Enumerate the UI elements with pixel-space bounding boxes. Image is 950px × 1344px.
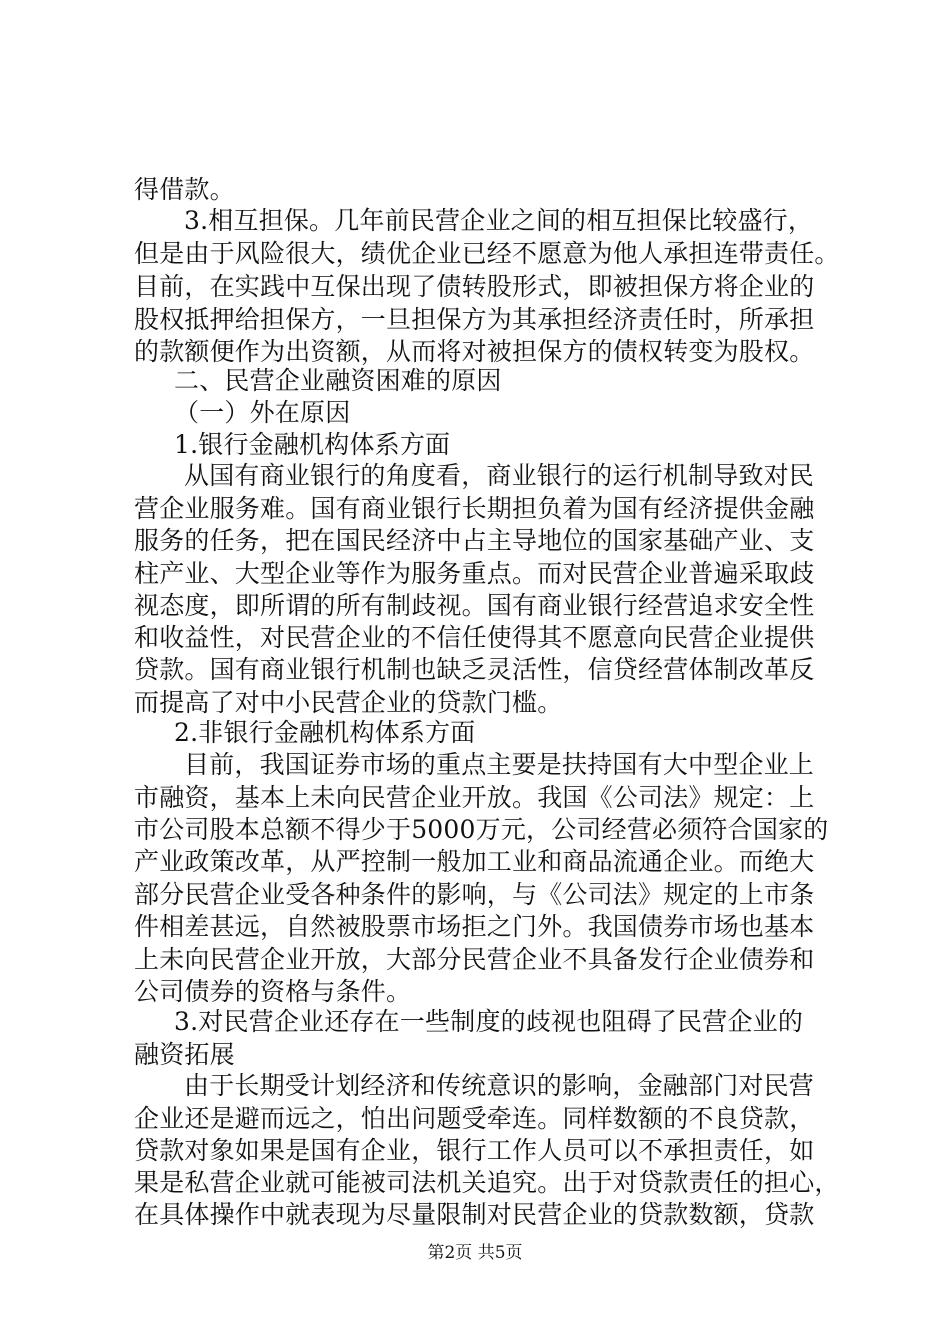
subsection-heading: 1.银行金融机构体系方面 [174, 430, 451, 459]
text-line: 目前，我国证券市场的重点主要是扶持国有大中型企业上 [184, 750, 815, 779]
text-line: 视态度，即所谓的所有制歧视。国有商业银行经营追求安全性 [134, 591, 815, 620]
text-line: 市融资，基本上未向民营企业开放。我国《公司法》规定：上 [134, 783, 815, 812]
section-heading: 二、民营企业融资困难的原因 [174, 366, 502, 395]
text-line: 而提高了对中小民营企业的贷款门槛。 [134, 688, 563, 717]
text-line: 但是由于风险很大，绩优企业已经不愿意为他人承担连带责任。 [134, 239, 840, 268]
text-line: 在具体操作中就表现为尽量限制对民营企业的贷款数额，贷款 [134, 1200, 815, 1229]
text-line: 由于长期受计划经济和传统意识的影响，金融部门对民营 [184, 1071, 815, 1100]
text-line: 贷款。国有商业银行机制也缺乏灵活性，信贷经营体制改革反 [134, 655, 815, 684]
text-line: 上未向民营企业开放，大部分民营企业不具备发行企业债券和 [134, 945, 815, 974]
subsection-heading: （一）外在原因 [174, 398, 351, 427]
text-line: 服务的任务，把在国民经济中占主导地位的国家基础产业、支 [134, 526, 815, 555]
text-line: 部分民营企业受各种条件的影响，与《公司法》规定的上市条 [134, 880, 815, 909]
text-line: 市公司股本总额不得少于5000万元，公司经营必须符合国家的 [134, 815, 829, 844]
text-line: 产业政策改革，从严控制一般加工业和商品流通企业。而绝大 [134, 847, 815, 876]
text-line: 融资拓展 [134, 1040, 235, 1069]
text-line: 3.相互担保。几年前民营企业之间的相互担保比较盛行， [184, 206, 814, 235]
text-line: 果是私营企业就可能被司法机关追究。出于对贷款责任的担心， [134, 1168, 840, 1197]
text-line: 和收益性，对民营企业的不信任使得其不愿意向民营企业提供 [134, 623, 815, 652]
text-line: 股权抵押给担保方，一旦担保方为其承担经济责任时，所承担 [134, 305, 815, 334]
text-line: 营企业服务难。国有商业银行长期担负着为国有经济提供金融 [134, 494, 815, 523]
text-line: 目前，在实践中互保出现了债转股形式，即被担保方将企业的 [134, 272, 815, 301]
text-line: 企业还是避而远之，怕出问题受牵连。同样数额的不良贷款， [134, 1104, 815, 1133]
page-number-footer: 第2页 共5页 [427, 1243, 523, 1263]
text-line: 件相差甚远，自然被股票市场拒之门外。我国债券市场也基本 [134, 912, 815, 941]
text-line: 公司债券的资格与条件。 [134, 977, 412, 1006]
text-line: 的款额便作为出资额，从而将对被担保方的债权转变为股权。 [134, 337, 815, 366]
text-line: 柱产业、大型企业等作为服务重点。而对民营企业普遍采取歧 [134, 559, 815, 588]
subsection-heading: 3.对民营企业还存在一些制度的歧视也阻碍了民营企业的 [174, 1007, 804, 1036]
text-line: 贷款对象如果是国有企业，银行工作人员可以不承担责任，如 [134, 1136, 815, 1165]
text-line: 得借款。 [134, 175, 235, 204]
subsection-heading: 2.非银行金融机构体系方面 [174, 718, 476, 747]
text-line: 从国有商业银行的角度看，商业银行的运行机制导致对民 [184, 461, 815, 490]
